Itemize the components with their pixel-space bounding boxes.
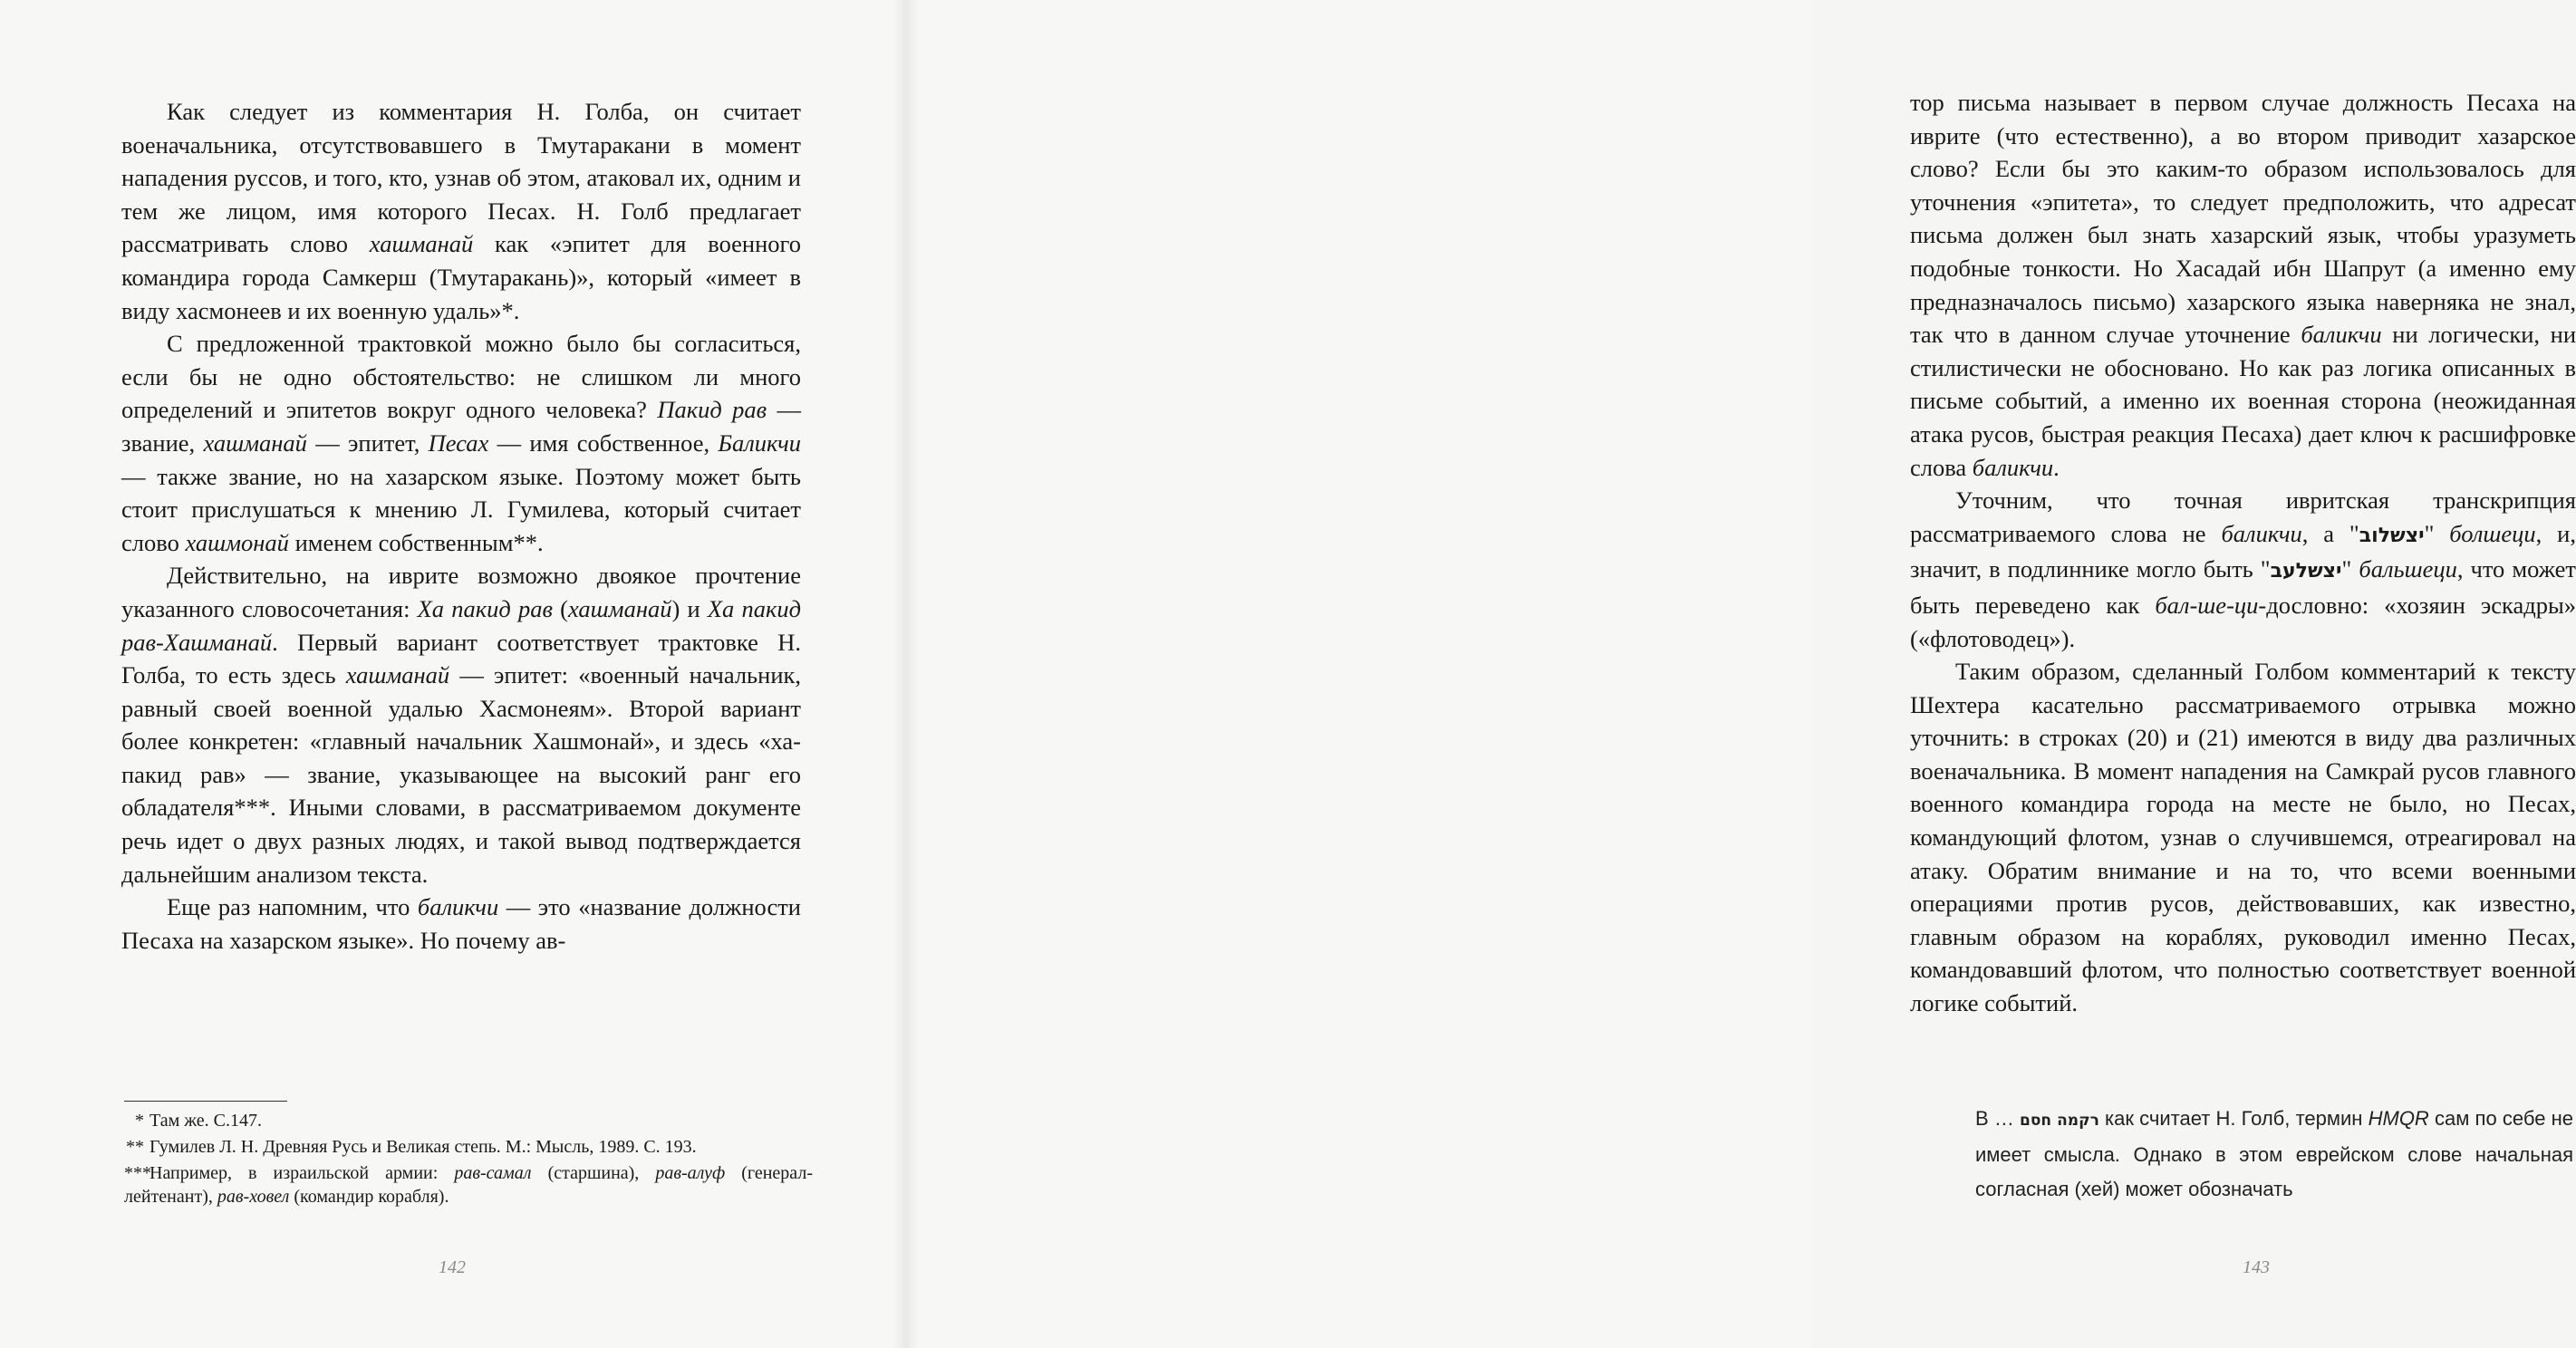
paragraph: [121, 327, 801, 559]
page-number-right: 143: [2243, 1257, 2270, 1277]
right-body-text: [1910, 86, 2576, 1020]
text-run: -дословно: «хозяин эскадры» («флотоводец»).: [1910, 591, 2576, 652]
text-run: Там же. С.147.: [150, 1111, 263, 1131]
text-run: тор письма называет в первом случае должность Песаха на иврите (что естественно), а во втором приводит хазарское слово? Если бы это каким-то образом использовалось для уточнения «эпитета», то следует предположить, что адресат письма должен был знать хазарский язык, чтобы уразуметь подобные тонкости. Но Хасадай ибн Шапрут (а именно ему предназначалось письмо) хазарского языка наверняка не знал, так что в данном случае уточнение: [1910, 89, 2576, 349]
text-run: Как следует из комментария Н. Голба, он считает военачальника, отсутствовавшего в Тмутаракани в момент нападения руссов, и того, кто, узнав об этом, атаковал их, одним и тем же лицом, имя которого Песах. Н. Голб предлагает рассматривать слово: [121, 98, 801, 258]
text-run: ) и: [671, 594, 708, 622]
sidenote: [1975, 1102, 2573, 1207]
italic-term: Ха пакид рав-Хашманай: [121, 594, 801, 656]
footnote: [124, 1161, 813, 1208]
text-run: — имя собственное,: [488, 428, 719, 457]
footnote-rule: [124, 1101, 287, 1102]
paragraph: [1910, 86, 2576, 484]
italic-term: баликчи: [1972, 453, 2054, 481]
text-run: — эпитет,: [306, 428, 429, 457]
page-number-left: 142: [439, 1257, 466, 1277]
italic-term: хашманай: [203, 428, 307, 457]
italic-term: Песах: [428, 428, 489, 457]
text-run: как «эпитет для военного командира города Самкерш (Тмутаракань)», который «имеет в виду хасмонеев и их военную удаль»*.: [121, 230, 801, 324]
right-page: [906, 0, 2576, 1348]
italic-term: баликчи: [417, 893, 499, 921]
paragraph: [1910, 655, 2576, 1020]
sidenote-hebrew: רקמה חסם: [2020, 1112, 2099, 1130]
footnote: [124, 1135, 813, 1159]
italic-term: Ха пакид рав: [417, 594, 553, 622]
text-run: Гумилев Л. Н. Древняя Русь и Великая степь. М.: Мысль, 1989. С. 193.: [150, 1137, 697, 1157]
italic-term: баликчи: [2301, 321, 2382, 349]
text-run: .: [2053, 453, 2060, 481]
footnote-mark: *: [135, 1111, 144, 1131]
text-run: — эпитет: «военный начальник, равный своей военной удалью Хасмонеям». Второй вариант более конкретен: «главный начальник Хашмонай», и здесь «ха-пакид рав» — звание, указывающее на высокий ранг его обладателя***. Иными словами, в рассматриваемом документе речь идет о двух разных людях, и такой вывод подтверждается дальнейшим анализом текста.: [121, 661, 801, 888]
text-run: ни логически, ни стилистически не обосновано. Но как раз логика описанных в письме событий, а именно их военная сторона (неожиданная атака русов, быстрая реакция Песаха) дает ключ к расшифровке слова: [1910, 321, 2576, 481]
hebrew-word: יצשלעב: [2270, 560, 2342, 583]
italic-term: хашмонай: [185, 528, 289, 556]
text-run: — это «название должности Песаха на хазарском языке». Но почему ав-: [121, 893, 801, 954]
paragraph: [121, 559, 801, 891]
text-run: — также звание, но на хазарском языке. Поэтому может быть стоит прислушаться к мнению Л. Гумилева, который считает слово: [121, 462, 801, 556]
italic-term: рав-алуф: [655, 1163, 726, 1183]
text-run: (генерал-лейтенант),: [124, 1163, 814, 1207]
sidenote-middle: как считает Н. Голб, термин: [2098, 1107, 2369, 1130]
text-run: Уточним, что точная ивритская транскрипция рассматриваемого слова не: [1910, 486, 2576, 547]
left-page: [0, 0, 906, 1348]
italic-term: хашманай: [345, 661, 450, 689]
sidenote-term: HMQR: [2368, 1107, 2429, 1130]
italic-term: Пакид рав: [657, 396, 767, 424]
text-run: — звание,: [121, 396, 801, 457]
footnote: [124, 1109, 813, 1132]
footnote-mark: **: [126, 1137, 144, 1157]
italic-term: рав-самал: [454, 1163, 532, 1183]
text-run: именем собственным**.: [288, 528, 544, 556]
text-run: ": [2424, 519, 2450, 547]
italic-term: хашманай: [567, 594, 672, 622]
text-run: Действительно, на иврите возможно двоякое прочтение указанного словосочетания:: [121, 562, 801, 622]
text-run: ": [2341, 555, 2359, 583]
hebrew-word: יצשלוב: [2359, 524, 2425, 547]
text-run: . Первый вариант соответствует трактовке Н. Голба, то есть здесь: [121, 628, 801, 689]
sidenote-rest: сам по себе не имеет смысла. Однако в этом еврейском слове начальная согласная (хей) может обозначать: [1975, 1107, 2573, 1200]
italic-term: болшеци: [2449, 519, 2536, 547]
text-run: Таким образом, сделанный Голбом комментарий к тексту Шехтера касательно рассматриваемого отрывка можно уточнить: в строках (20) и (21) имеются в виду два различных военачальника. В момент нападения на Самкрай русов главного военного командира города на месте не было, но Песах, командующий флотом, узнав о случившемся, отреагировал на атаку. Обратим внимание и на то, что всеми военными операциями против русов, действовавших, как известно, главным образом на кораблях, руководил именно Песах, командовавший флотом, что полностью соответствует военной логике событий.: [1910, 658, 2576, 1017]
text-run: (старшина),: [531, 1163, 656, 1183]
footnotes: [124, 1109, 813, 1211]
italic-term: рав-ховел: [217, 1187, 290, 1207]
text-run: Например, в израильской армии:: [150, 1163, 455, 1183]
text-run: (: [552, 594, 568, 622]
text-run: (командир корабля).: [289, 1187, 449, 1207]
paragraph: [121, 891, 801, 957]
text-run: , и, значит, в подлиннике могло быть ": [1910, 519, 2576, 583]
text-run: С предложенной трактовкой можно было бы согласиться, если бы не одно обстоятельство: не слишком ли много определений и эпитетов вокруг одного человека?: [121, 330, 801, 424]
text-run: , а ": [2301, 519, 2359, 547]
left-body-text: [121, 95, 801, 957]
footnote-mark: ***: [124, 1163, 151, 1183]
text-run: , что может быть переведено как: [1910, 555, 2576, 619]
italic-term: баликчи: [2221, 519, 2302, 547]
italic-term: Баликчи: [718, 428, 801, 457]
italic-term: бальшеци: [2359, 555, 2457, 583]
paragraph: [1910, 484, 2576, 655]
paragraph: [121, 95, 801, 327]
sidenote-prefix: В …: [1975, 1107, 2021, 1130]
text-run: Еще раз напомним, что: [167, 893, 418, 921]
italic-term: бал-ше-ци: [2155, 591, 2259, 619]
italic-term: хашманай: [369, 230, 474, 258]
